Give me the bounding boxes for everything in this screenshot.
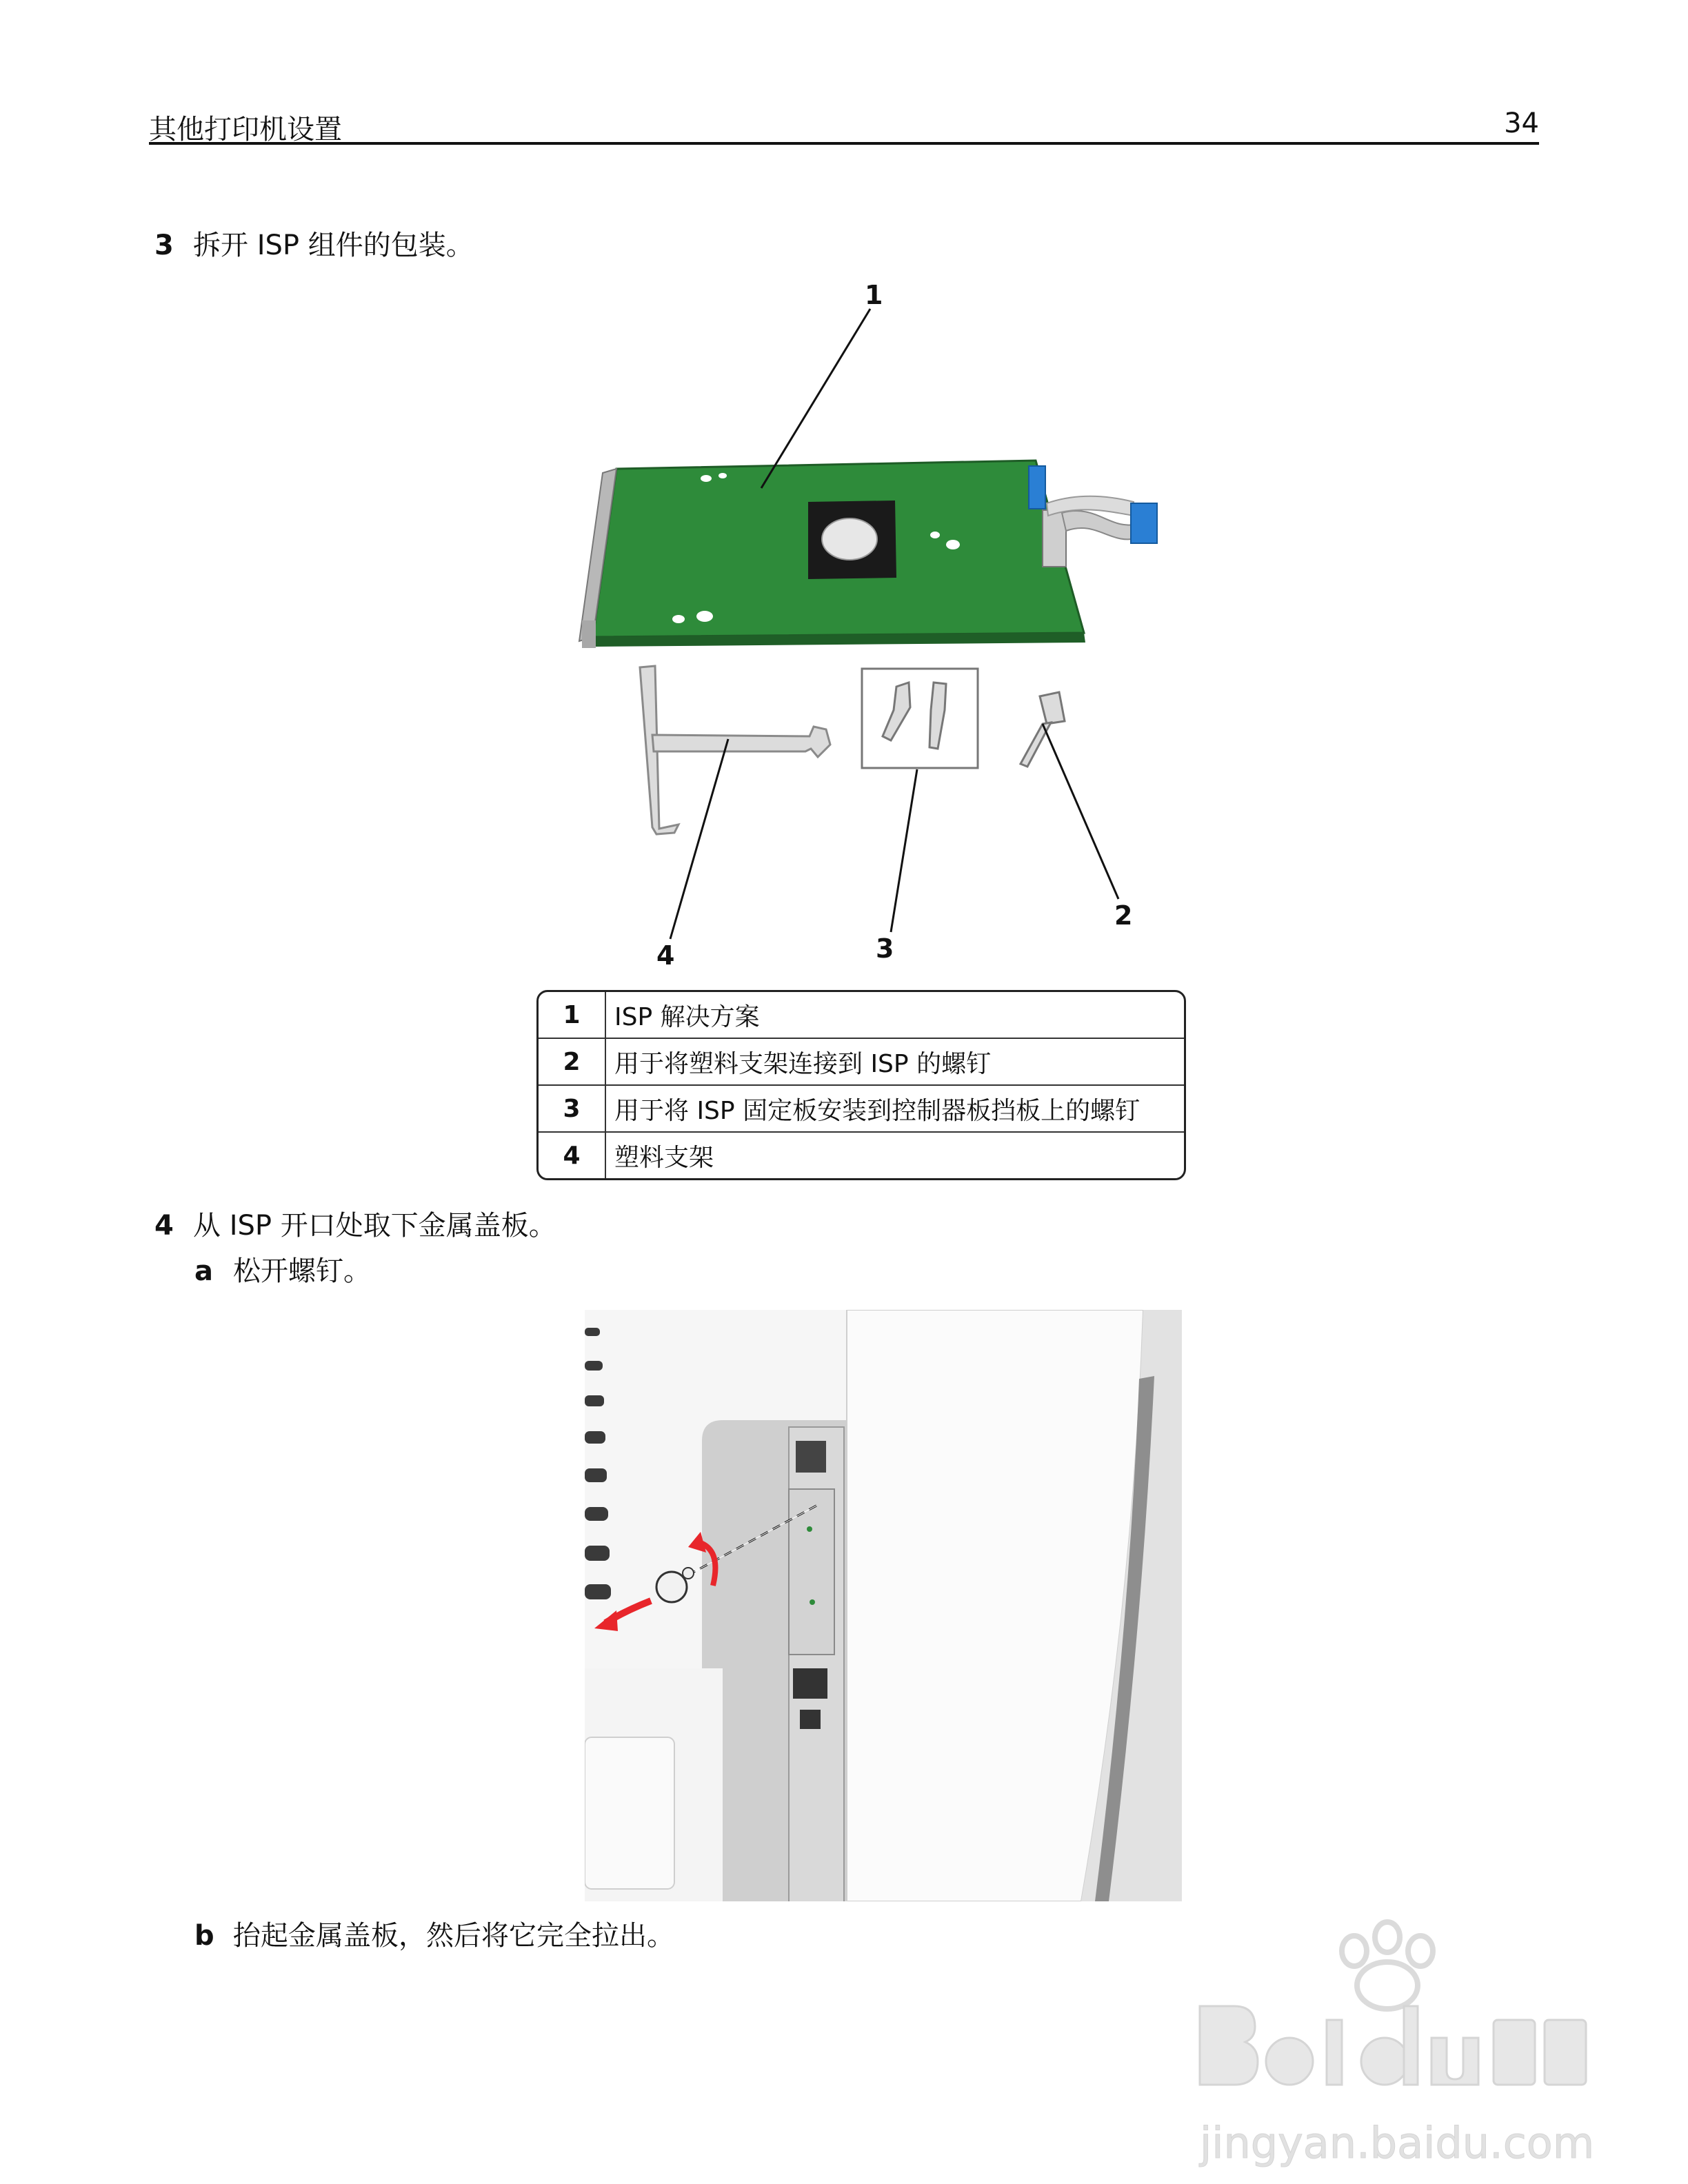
callout-line-4 (670, 739, 728, 939)
isp-board-image (579, 461, 1157, 648)
isp-components-figure (0, 0, 1688, 979)
printer-illustration (585, 1310, 1182, 1901)
running-header-title: 其他打印机设置 (149, 114, 342, 145)
legend-text: 塑料支架 (614, 1143, 714, 1172)
step-number: 3 (154, 230, 174, 261)
substep-letter: b (194, 1920, 214, 1952)
callout-1: 1 (865, 280, 883, 310)
thumbscrew-image (1021, 692, 1065, 767)
table-row (539, 1039, 1184, 1086)
screw-icon (656, 1572, 687, 1602)
legend-number: 1 (539, 992, 606, 1039)
step-4a (194, 1249, 371, 1288)
callout-line-1 (761, 309, 870, 488)
table-row (539, 1086, 1184, 1133)
printer-side-photo (585, 1310, 1182, 1901)
table-row (539, 1133, 1184, 1178)
callout-line-3 (891, 769, 917, 932)
callout-4: 4 (656, 940, 675, 971)
parts-legend-table (536, 990, 1186, 1180)
legend-text: ISP 解决方案 (606, 992, 1184, 1039)
substep-text: 松开螺钉。 (233, 1255, 371, 1287)
step-text: 从 ISP 开口处取下金属盖板。 (193, 1210, 556, 1242)
baidu-jingyan-watermark (1186, 1917, 1600, 2178)
table-row (539, 992, 1184, 1039)
step-4 (154, 1204, 556, 1243)
legend-number: 3 (539, 1086, 606, 1133)
legend-text: 用于将 ISP 固定板安装到控制器板挡板上的螺钉 (606, 1086, 1184, 1133)
callout-line-2 (1043, 724, 1118, 899)
callout-2: 2 (1114, 900, 1133, 931)
step-number: 4 (154, 1210, 174, 1242)
substep-text: 抬起金属盖板，然后将它完全拉出。 (233, 1920, 674, 1952)
plastic-bracket-image (640, 666, 830, 834)
legend-number: 4 (539, 1133, 606, 1178)
substep-letter: a (194, 1255, 213, 1287)
legend-number: 2 (539, 1039, 606, 1086)
step-text: 拆开 ISP 组件的包装。 (193, 230, 474, 261)
step-4b (194, 1914, 674, 1953)
callout-3: 3 (876, 933, 894, 964)
legend-text: 用于将塑料支架连接到 ISP 的螺钉 (606, 1039, 1184, 1086)
page-number: 34 (1504, 108, 1539, 139)
screws-box (862, 669, 978, 768)
watermark-url: jingyan.baidu.com (1200, 2118, 1595, 2168)
